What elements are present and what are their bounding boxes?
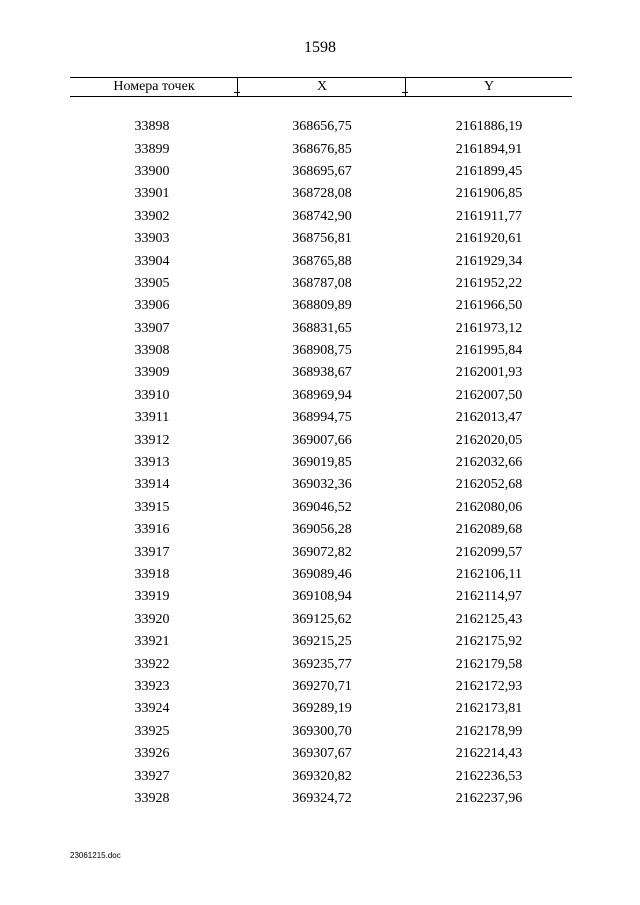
point-number-cell: 33900 [134, 163, 170, 179]
point-number-cell: 33909 [134, 365, 170, 381]
point-number-cell: 33917 [134, 544, 170, 560]
x-coordinate-cell: 369125,62 [292, 611, 352, 627]
table-row [70, 138, 572, 160]
table-row [70, 765, 572, 787]
table-row [70, 407, 572, 429]
table-row [70, 161, 572, 183]
x-coordinate-cell: 369019,85 [292, 455, 352, 471]
x-coordinate-cell: 368969,94 [292, 387, 352, 403]
point-number-cell: 33921 [134, 634, 170, 650]
y-coordinate-cell: 2162125,43 [455, 611, 523, 627]
x-coordinate-cell: 369300,70 [292, 723, 352, 739]
table-row [70, 698, 572, 720]
point-number-cell: 33905 [134, 275, 170, 291]
x-coordinate-cell: 368742,90 [292, 208, 352, 224]
y-coordinate-cell: 2162214,43 [455, 746, 523, 762]
point-number-cell: 33907 [134, 320, 170, 336]
y-coordinate-cell: 2161886,19 [455, 119, 523, 135]
y-coordinate-cell: 2161995,84 [455, 343, 523, 359]
x-coordinate-cell: 369324,72 [292, 790, 352, 806]
y-coordinate-cell: 2162236,53 [455, 768, 523, 784]
table-row [70, 318, 572, 340]
y-coordinate-cell: 2162001,93 [455, 365, 523, 381]
y-coordinate-cell: 2161952,22 [455, 275, 523, 291]
y-coordinate-cell: 2162032,66 [455, 455, 523, 471]
x-coordinate-cell: 369320,82 [292, 768, 352, 784]
table-row [70, 497, 572, 519]
point-number-cell: 33920 [134, 611, 170, 627]
table-row [70, 452, 572, 474]
y-coordinate-cell: 2162172,93 [455, 678, 523, 694]
header-point-numbers [70, 78, 238, 96]
x-coordinate-cell: 369046,52 [292, 499, 352, 515]
x-coordinate-cell: 368695,67 [292, 163, 352, 179]
table-row [70, 250, 572, 272]
point-number-cell: 33923 [134, 678, 170, 694]
table-row [70, 340, 572, 362]
y-coordinate-cell: 2162080,06 [455, 499, 523, 515]
point-number-cell: 33902 [134, 208, 170, 224]
x-coordinate-cell: 368994,75 [292, 410, 352, 426]
y-coordinate-cell: 2162175,92 [455, 634, 523, 650]
point-number-cell: 33918 [134, 567, 170, 582]
x-coordinate-cell: 368831,65 [292, 320, 352, 336]
x-coordinate-cell: 368809,89 [292, 298, 352, 314]
point-number-cell: 33912 [134, 432, 170, 448]
coordinates-table-body [70, 116, 572, 810]
x-coordinate-cell: 369089,46 [292, 567, 352, 582]
y-coordinate-cell: 2162020,05 [455, 432, 523, 448]
table-row [70, 385, 572, 407]
table-row [70, 116, 572, 138]
y-coordinate-cell: 2161899,45 [455, 163, 523, 179]
x-coordinate-cell: 368656,75 [292, 119, 352, 135]
header-y-label: Y [483, 79, 495, 94]
x-coordinate-cell: 368787,08 [292, 275, 352, 291]
y-coordinate-cell: 2162106,11 [456, 567, 522, 582]
y-coordinate-cell: 2162089,68 [455, 522, 523, 538]
point-number-cell: 33911 [134, 410, 170, 426]
table-row [70, 564, 572, 586]
y-coordinate-cell: 2161966,50 [455, 298, 523, 314]
table-row [70, 429, 572, 451]
y-coordinate-cell: 2162237,96 [455, 790, 523, 806]
table-row [70, 519, 572, 541]
document-filename: 23061215.doc [70, 851, 121, 860]
point-number-cell: 33913 [134, 455, 170, 471]
x-coordinate-cell: 369289,19 [292, 701, 352, 717]
point-number-cell: 33910 [134, 387, 170, 403]
table-row [70, 541, 572, 563]
point-number-cell: 33926 [134, 746, 170, 762]
point-number-cell: 33904 [134, 253, 170, 269]
table-row [70, 183, 572, 205]
table-row [70, 676, 572, 698]
point-number-cell: 33901 [134, 186, 170, 202]
table-row [70, 609, 572, 631]
table-row [70, 295, 572, 317]
header-x [238, 78, 406, 96]
point-number-cell: 33916 [134, 522, 170, 538]
x-coordinate-cell: 368728,08 [292, 186, 352, 202]
x-coordinate-cell: 368765,88 [292, 253, 352, 269]
table-row [70, 743, 572, 765]
y-coordinate-cell: 2161911,77 [456, 208, 522, 224]
x-coordinate-cell: 369235,77 [292, 656, 352, 672]
x-coordinate-cell: 368938,67 [292, 365, 352, 381]
table-row [70, 631, 572, 653]
table-row [70, 273, 572, 295]
x-coordinate-cell: 369270,71 [292, 678, 352, 694]
point-number-cell: 33915 [134, 499, 170, 515]
x-coordinate-cell: 369072,82 [292, 544, 352, 560]
x-coordinate-cell: 369307,67 [292, 746, 352, 762]
point-number-cell: 33903 [134, 231, 170, 247]
table-row [70, 653, 572, 675]
x-coordinate-cell: 369007,66 [292, 432, 352, 448]
y-coordinate-cell: 2162099,57 [455, 544, 523, 560]
point-number-cell: 33898 [134, 119, 170, 135]
header-y [406, 78, 572, 96]
y-coordinate-cell: 2162013,47 [455, 410, 523, 426]
y-coordinate-cell: 2162052,68 [455, 477, 523, 493]
x-coordinate-cell: 369215,25 [292, 634, 352, 650]
point-number-cell: 33928 [134, 790, 170, 806]
point-number-cell: 33924 [134, 701, 170, 717]
table-header [70, 77, 572, 97]
header-x-label: X [316, 79, 328, 94]
y-coordinate-cell: 2162114,97 [456, 589, 522, 605]
point-number-cell: 33908 [134, 343, 170, 359]
y-coordinate-cell: 2162007,50 [455, 387, 523, 403]
x-coordinate-cell: 369056,28 [292, 522, 352, 538]
point-number-cell: 33925 [134, 723, 170, 739]
y-coordinate-cell: 2161973,12 [455, 320, 523, 336]
table-row [70, 362, 572, 384]
point-number-cell: 33927 [134, 768, 170, 784]
y-coordinate-cell: 2162179,58 [455, 656, 523, 672]
y-coordinate-cell: 2162173,81 [455, 701, 523, 717]
header-point-numbers-label: Номера точек [113, 79, 195, 94]
table-row [70, 474, 572, 496]
y-coordinate-cell: 2161929,34 [455, 253, 523, 269]
y-coordinate-cell: 2161894,91 [455, 141, 523, 157]
table-row [70, 586, 572, 608]
point-number-cell: 33914 [134, 477, 170, 493]
x-coordinate-cell: 368908,75 [292, 343, 352, 359]
point-number-cell: 33899 [134, 141, 170, 157]
point-number-cell: 33922 [134, 656, 170, 672]
page-number: 1598 [304, 39, 336, 56]
y-coordinate-cell: 2161920,61 [455, 231, 523, 247]
table-row [70, 228, 572, 250]
y-coordinate-cell: 2162178,99 [455, 723, 523, 739]
y-coordinate-cell: 2161906,85 [455, 186, 523, 202]
table-row [70, 206, 572, 228]
point-number-cell: 33919 [134, 589, 170, 605]
x-coordinate-cell: 368676,85 [292, 141, 352, 157]
table-row [70, 788, 572, 810]
x-coordinate-cell: 368756,81 [292, 231, 352, 247]
x-coordinate-cell: 369108,94 [292, 589, 352, 605]
point-number-cell: 33906 [134, 298, 170, 314]
table-row [70, 721, 572, 743]
x-coordinate-cell: 369032,36 [292, 477, 352, 493]
